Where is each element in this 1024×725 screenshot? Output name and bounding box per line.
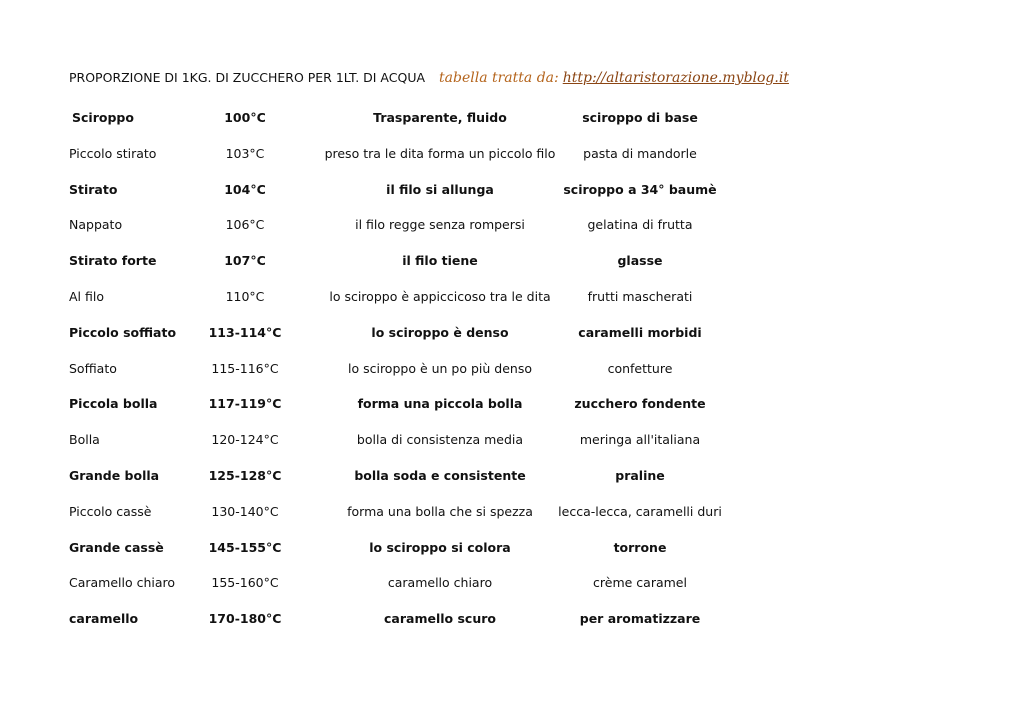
usage: meringa all'italiana: [579, 432, 701, 448]
heading-title: PROPORZIONE DI 1KG. DI ZUCCHERO PER 1LT. DI ACQUA: [69, 70, 426, 85]
description: forma una piccola bolla: [357, 396, 523, 412]
table-row: [0, 110, 1024, 130]
temperature: 106°C: [225, 217, 265, 233]
temperature: 104°C: [224, 181, 266, 197]
table-row: [0, 396, 1024, 416]
usage: gelatina di frutta: [587, 217, 693, 233]
stage-name: Piccolo soffiato: [69, 324, 177, 340]
temperature: 113-114°C: [208, 324, 282, 340]
stage-name: Soffiato: [69, 360, 117, 376]
table-row: [0, 182, 1024, 202]
usage: zucchero fondente: [574, 396, 706, 412]
description: bolla soda e consistente: [354, 468, 526, 483]
description: il filo si allunga: [386, 181, 494, 197]
temperature: 120-124°C: [211, 432, 279, 448]
table-row: [0, 361, 1024, 381]
temperature: 125-128°C: [208, 468, 282, 483]
table-row: [0, 504, 1024, 524]
usage: confetture: [607, 360, 673, 376]
usage: per aromatizzare: [579, 611, 701, 627]
description: forma una bolla che si spezza: [347, 503, 533, 519]
temperature: 107°C: [224, 253, 266, 269]
table-row: [0, 146, 1024, 166]
stage-name: Stirato: [69, 181, 118, 197]
source-label: tabella tratta da:: [439, 70, 559, 86]
table-row: [0, 289, 1024, 309]
table-row: [0, 611, 1024, 631]
table-row: [0, 540, 1024, 560]
stage-name: Sciroppo: [72, 110, 134, 125]
description: bolla di consistenza media: [356, 432, 524, 448]
description: lo sciroppo è appiccicoso tra le dita: [329, 289, 551, 304]
table-row: [0, 468, 1024, 488]
temperature: 115-116°C: [211, 360, 279, 376]
temperature: 130-140°C: [211, 503, 279, 519]
stage-name: Grande bolla: [69, 468, 160, 483]
table-row: [0, 432, 1024, 452]
table-row: [0, 325, 1024, 345]
stage-name: Al filo: [69, 289, 104, 304]
document-heading: [69, 70, 789, 86]
usage: sciroppo a 34° baumè: [563, 181, 717, 197]
table-row: [0, 575, 1024, 595]
description: lo sciroppo è un po più denso: [347, 360, 533, 376]
description: il filo tiene: [402, 253, 478, 269]
description: caramello scuro: [384, 611, 496, 627]
stage-name: Bolla: [69, 432, 100, 448]
usage: lecca-lecca, caramelli duri: [558, 503, 722, 519]
stage-name: Nappato: [69, 217, 123, 233]
usage: praline: [615, 468, 665, 483]
stage-name: Caramello chiaro: [69, 575, 176, 591]
temperature: 145-155°C: [208, 539, 282, 555]
temperature: 100°C: [224, 110, 266, 125]
temperature: 103°C: [225, 145, 265, 161]
stage-name: caramello: [69, 611, 139, 627]
stage-name: Piccola bolla: [69, 396, 158, 412]
usage: crème caramel: [593, 575, 687, 591]
description: preso tra le dita forma un piccolo filo: [324, 145, 556, 161]
usage: sciroppo di base: [582, 110, 698, 125]
description: il filo regge senza rompersi: [355, 217, 525, 233]
temperature: 155-160°C: [211, 575, 279, 591]
description: lo sciroppo si colora: [369, 539, 511, 555]
description: lo sciroppo è denso: [371, 324, 509, 340]
usage: torrone: [613, 539, 667, 555]
description: Trasparente, fluido: [373, 110, 507, 125]
table-row: [0, 217, 1024, 237]
temperature: 117-119°C: [208, 396, 282, 412]
stage-name: Grande cassè: [69, 539, 164, 555]
table-row: [0, 253, 1024, 273]
stage-name: Stirato forte: [69, 253, 157, 269]
usage: caramelli morbidi: [578, 324, 702, 340]
stage-name: Piccolo cassè: [69, 503, 152, 519]
usage: pasta di mandorle: [583, 145, 697, 161]
usage: glasse: [617, 253, 663, 269]
stage-name: Piccolo stirato: [69, 145, 157, 161]
temperature: 110°C: [225, 289, 265, 304]
description: caramello chiaro: [387, 575, 493, 591]
source-link[interactable]: http://altaristorazione.myblog.it: [562, 70, 789, 86]
usage: frutti mascherati: [587, 289, 693, 304]
temperature: 170-180°C: [208, 611, 282, 627]
